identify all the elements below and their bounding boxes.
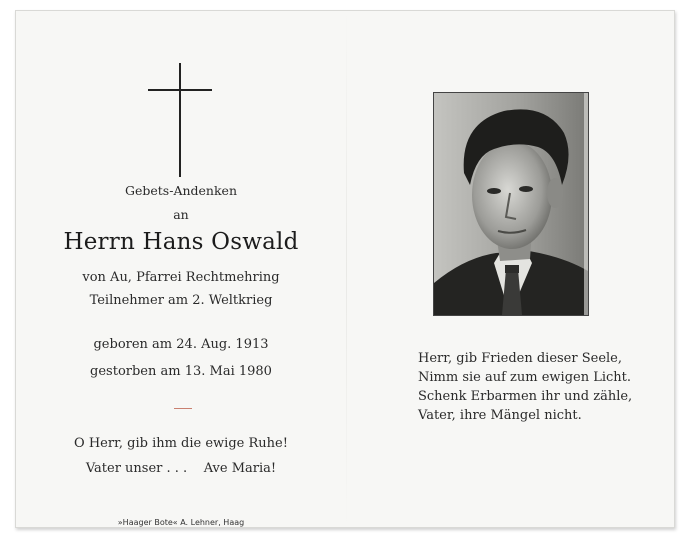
portrait-photo [433, 92, 589, 316]
card-fold [346, 11, 347, 527]
deceased-name: Herrn Hans Oswald [63, 229, 299, 255]
divider-dash [174, 408, 192, 409]
prayer-line-2: Vater unser . . . Ave Maria! [85, 461, 277, 476]
origin: von Au, Pfarrei Rechtmehring [82, 270, 280, 285]
prayer-line-1: O Herr, gib ihm die ewige Ruhe! [74, 436, 288, 451]
cross-icon [148, 63, 212, 177]
preposition: an [173, 207, 189, 222]
memorial-card [15, 10, 675, 528]
printer-imprint: »Haager Bote« A. Lehner, Haag [117, 518, 245, 527]
poem-line-2: Nimm sie auf zum ewigen Licht. [418, 370, 632, 385]
death-date: gestorben am 13. Mai 1980 [90, 364, 272, 379]
poem-line-1: Herr, gib Frieden dieser Seele, [418, 351, 622, 366]
poem [418, 349, 632, 425]
birth-date: geboren am 24. Aug. 1913 [93, 337, 269, 352]
heading: Gebets-Andenken [125, 183, 237, 198]
note: Teilnehmer am 2. Weltkrieg [89, 293, 273, 308]
poem-line-3: Schenk Erbarmen ihr und zähle, [418, 389, 633, 404]
poem-line-4: Vater, ihre Mängel nicht. [418, 408, 582, 423]
portrait-illustration [434, 93, 588, 315]
